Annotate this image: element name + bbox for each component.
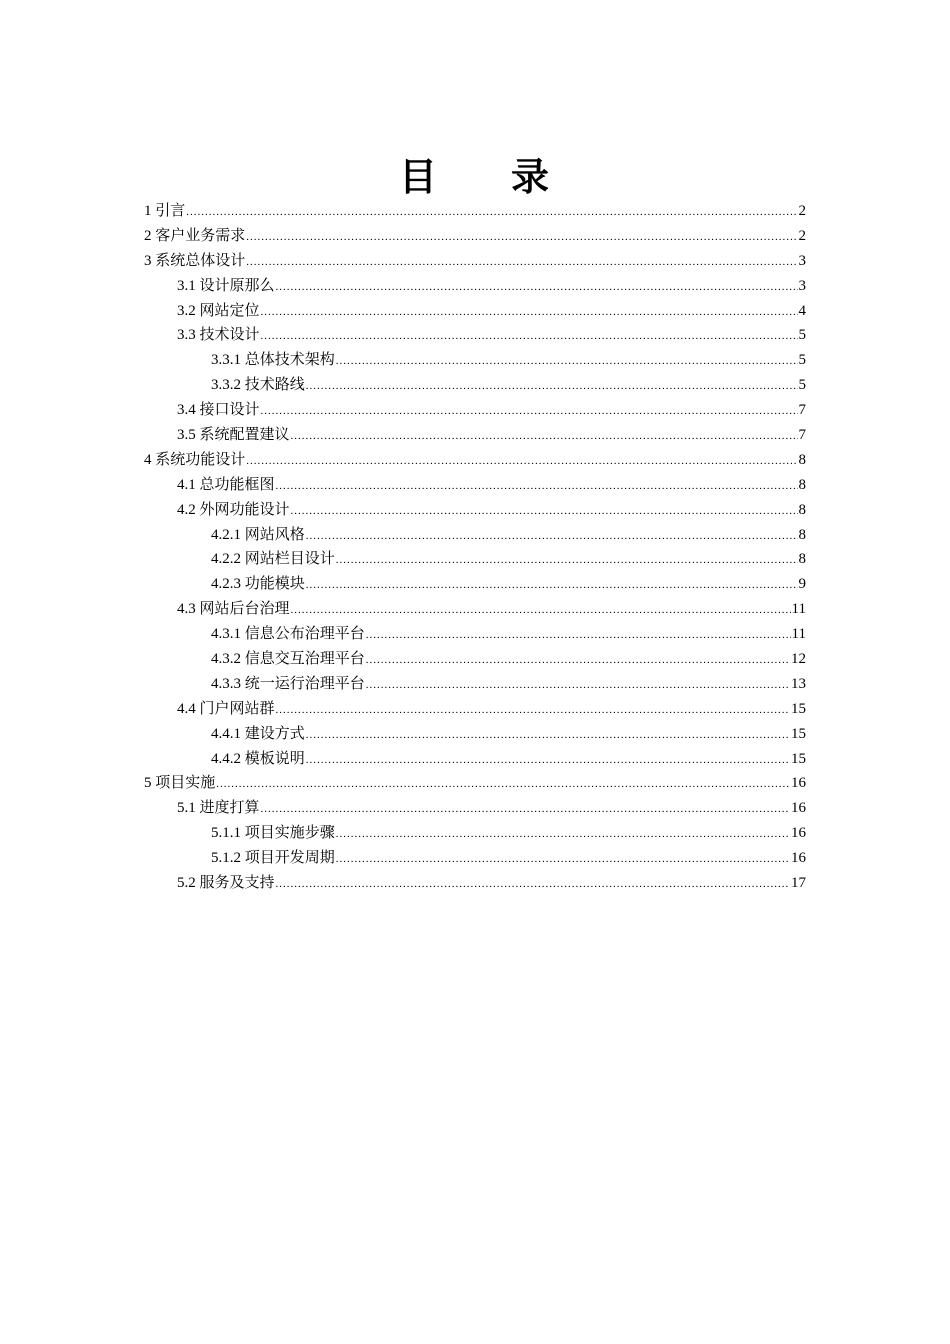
toc-entry-label: 4.4 门户网站群: [177, 700, 275, 717]
toc-entry[interactable]: [144, 647, 806, 672]
toc-dot-leader: [276, 275, 798, 300]
toc-entry[interactable]: [144, 796, 806, 821]
toc-entry-page-number: 16: [791, 775, 806, 792]
toc-entry-label: 4.3.3 统一运行治理平台: [211, 675, 365, 692]
toc-entry-label: 3.2 网站定位: [177, 302, 260, 319]
toc-dot-leader: [336, 847, 790, 872]
toc-entry-page-number: 12: [791, 651, 806, 668]
toc-entry[interactable]: [144, 871, 806, 896]
toc-dot-leader: [336, 349, 798, 374]
toc-entry-page-number: 5: [798, 352, 806, 369]
toc-entry[interactable]: [144, 771, 806, 796]
toc-entry-label: 5 项目实施: [144, 775, 216, 792]
toc-dot-leader: [306, 374, 798, 399]
toc-dot-leader: [306, 524, 798, 549]
toc-entry-label: 3.5 系统配置建议: [177, 427, 290, 444]
toc-entry-label: 4.4.2 模板说明: [211, 750, 305, 767]
toc-dot-leader: [306, 573, 798, 598]
toc-dot-leader: [261, 797, 790, 822]
toc-entry-page-number: 7: [798, 427, 806, 444]
toc-entry[interactable]: [144, 224, 806, 249]
toc-entry[interactable]: [144, 473, 806, 498]
toc-entry[interactable]: [144, 448, 806, 473]
toc-entry[interactable]: [144, 672, 806, 697]
toc-title-char-1: 目: [398, 154, 439, 200]
toc-entry-label: 3.4 接口设计: [177, 402, 260, 419]
toc-entry[interactable]: [144, 398, 806, 423]
toc-entry[interactable]: [144, 846, 806, 871]
toc-entry[interactable]: [144, 572, 806, 597]
toc-entry-label: 4.2.3 功能模块: [211, 576, 305, 593]
toc-dot-leader: [306, 723, 790, 748]
toc-entry-label: 4.1 总功能框图: [177, 476, 275, 493]
toc-dot-leader: [246, 449, 797, 474]
toc-dot-leader: [246, 250, 797, 275]
toc-entry-label: 1 引言: [144, 203, 186, 219]
toc-entry-page-number: 16: [791, 850, 806, 867]
toc-dot-leader: [366, 648, 790, 673]
toc-entry-page-number: 3: [798, 252, 806, 269]
toc-entry-label: 5.2 服务及支持: [177, 875, 275, 892]
toc-dot-leader: [246, 225, 797, 250]
toc-title-char-2: 录: [511, 154, 552, 200]
toc-entry-page-number: 8: [798, 501, 806, 518]
toc-entry-page-number: 13: [791, 675, 806, 692]
toc-entry[interactable]: [144, 423, 806, 448]
toc-dot-leader: [366, 623, 791, 648]
toc-dot-leader: [261, 324, 798, 349]
toc-dot-leader: [291, 499, 798, 524]
toc-entry[interactable]: [144, 821, 806, 846]
toc-entry-page-number: 8: [798, 451, 806, 468]
toc-entry-page-number: 8: [798, 526, 806, 543]
toc-entry[interactable]: [144, 199, 806, 224]
toc-entry-page-number: 5: [798, 377, 806, 394]
toc-entry-page-number: 8: [798, 476, 806, 493]
toc-entry-label: 5.1.1 项目实施步骤: [211, 825, 335, 842]
toc-entry[interactable]: [144, 323, 806, 348]
toc-dot-leader: [276, 698, 790, 723]
toc-dot-leader: [261, 399, 798, 424]
toc-entry-page-number: 17: [791, 875, 806, 892]
toc-entry-page-number: 4: [798, 302, 806, 319]
toc-entry-page-number: 7: [798, 402, 806, 419]
toc-entry[interactable]: [144, 249, 806, 274]
toc-entry[interactable]: [144, 547, 806, 572]
toc-entry-label: 5.1 进度打算: [177, 800, 260, 817]
toc-entry-page-number: 11: [791, 626, 806, 643]
toc-dot-leader: [186, 200, 797, 225]
toc-entry-label: 3 系统总体设计: [144, 252, 246, 269]
toc-entry[interactable]: [144, 348, 806, 373]
toc-entry-label: 3.1 设计原那么: [177, 277, 275, 294]
toc-dot-leader: [336, 822, 790, 847]
toc-entry-page-number: 8: [798, 551, 806, 568]
toc-entry[interactable]: [144, 722, 806, 747]
toc-entry-page-number: 9: [798, 576, 806, 593]
toc-entry-label: 2 客户业务需求: [144, 227, 246, 244]
toc-entry-page-number: 11: [791, 601, 806, 618]
toc-dot-leader: [276, 474, 798, 499]
toc-entry-label: 3.3 技术设计: [177, 327, 260, 344]
toc-entry-page-number: 16: [791, 800, 806, 817]
toc-dot-leader: [306, 748, 790, 773]
toc-entry[interactable]: [144, 523, 806, 548]
toc-dot-leader: [291, 598, 791, 623]
toc-entry-page-number: 5: [798, 327, 806, 344]
toc-entry-page-number: 15: [791, 750, 806, 767]
toc-entry[interactable]: [144, 274, 806, 299]
toc-entry[interactable]: [144, 747, 806, 772]
toc-entry[interactable]: [144, 697, 806, 722]
toc-entry-label: 3.3.2 技术路线: [211, 377, 305, 394]
toc-entry[interactable]: [144, 498, 806, 523]
toc-entry-page-number: 3: [798, 277, 806, 294]
toc-dot-leader: [276, 872, 790, 897]
toc-entry[interactable]: [144, 597, 806, 622]
table-of-contents: [144, 199, 806, 896]
toc-dot-leader: [336, 548, 798, 573]
toc-entry[interactable]: [144, 622, 806, 647]
toc-entry-page-number: 2: [798, 203, 806, 219]
toc-entry-page-number: 2: [798, 227, 806, 244]
toc-dot-leader: [261, 300, 798, 325]
toc-entry[interactable]: [144, 373, 806, 398]
toc-entry-label: 3.3.1 总体技术架构: [211, 352, 335, 369]
toc-entry-label: 4.2.1 网站风格: [211, 526, 305, 543]
toc-entry-page-number: 16: [791, 825, 806, 842]
toc-dot-leader: [366, 673, 790, 698]
toc-entry[interactable]: [144, 299, 806, 324]
toc-entry-label: 4.3 网站后台治理: [177, 601, 290, 618]
toc-entry-label: 5.1.2 项目开发周期: [211, 850, 335, 867]
toc-title: [0, 151, 950, 203]
toc-entry-label: 4.4.1 建设方式: [211, 725, 305, 742]
toc-dot-leader: [216, 772, 790, 797]
toc-entry-label: 4.3.1 信息公布治理平台: [211, 626, 365, 643]
toc-entry-label: 4 系统功能设计: [144, 451, 246, 468]
toc-entry-label: 4.2 外网功能设计: [177, 501, 290, 518]
toc-dot-leader: [291, 424, 798, 449]
toc-entry-label: 4.2.2 网站栏目设计: [211, 551, 335, 568]
toc-entry-label: 4.3.2 信息交互治理平台: [211, 651, 365, 668]
toc-entry-page-number: 15: [791, 700, 806, 717]
toc-entry-page-number: 15: [791, 725, 806, 742]
